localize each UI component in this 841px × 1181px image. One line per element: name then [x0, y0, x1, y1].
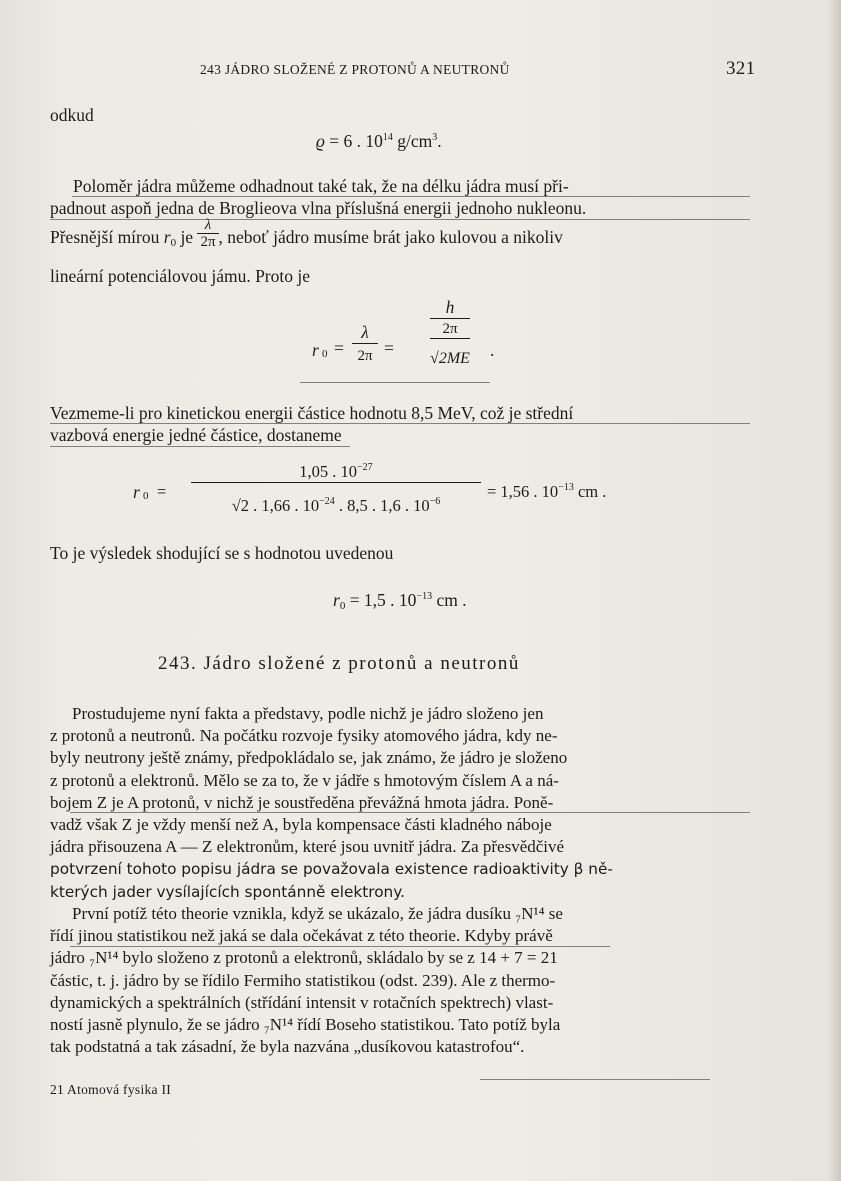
p1-line-3: z protonů a elektronů. Mělo se za to, že v jádře s hmotovým číslem A a ná- [50, 770, 559, 790]
radius-line-3c: , neboť jádro musíme brát jako kulovou a nikoliv [218, 227, 563, 247]
kinetic-line-1: Vezmeme-li pro kinetickou energii částice hodnotu 8,5 MeV, což je střední [50, 403, 574, 423]
section-paragraph-1 [50, 703, 750, 903]
val-r0-exp: −13 [416, 591, 433, 602]
page-footer: 21 Atomová fysika II [50, 1082, 172, 1097]
p1-line-0: Prostudujeme nyní fakta a představy, podle nichž je jádro složeno jen [72, 704, 544, 723]
num-result-value: = 1,56 . 10 [487, 482, 559, 501]
density-symbol: ϱ [316, 131, 325, 151]
num-numerator-exp: −27 [357, 462, 373, 473]
eq-r0-lambda-numerator: λ [352, 322, 378, 344]
density-value: = 6 . 10 [329, 131, 383, 151]
p2-line-4: dynamických a spektrálních (střídání intensit v rotačních spektrech) vlast- [50, 992, 554, 1012]
p2-line-2: jádro ₇N¹⁴ bylo složeno z protonů a elektronů, skládalo by se z 14 + 7 = 21 [50, 948, 558, 968]
pencil-underline [72, 196, 750, 197]
lambda-over-2pi-inline [197, 217, 218, 250]
inline-frac-numerator: λ [197, 217, 218, 234]
text-odkud: odkud [50, 105, 94, 125]
num-result-exp: −13 [558, 482, 574, 493]
p2-line-3: částic, t. j. jádro by se řídilo Fermiho statistikou (odst. 239). Ale z thermo- [50, 970, 556, 990]
p1-line-6: jádra přisouzena A — Z elektronům, které jsou uvnitř jádra. Za přesvědčivé [50, 837, 565, 857]
radius-line-2: padnout aspoň jedna de Broglieova vlna příslušná energii jednoho nukleonu. [50, 198, 587, 218]
pencil-underline [300, 382, 490, 383]
radius-line-3a: Přesnější mírou [50, 227, 164, 247]
num-den-part2: . 8,5 . 1,6 . 10 [334, 496, 430, 515]
eq-r0-sqrt-2me: √2ME [430, 350, 470, 367]
radius-line-1: Poloměr jádra můžeme odhadnout také tak, že na délku jádra musí při- [73, 176, 569, 196]
equation-r0-value [333, 589, 467, 611]
val-r0-value: = 1,5 . 10 [349, 590, 417, 610]
kinetic-line-2: vazbová energie jedné částice, dostaneme [50, 425, 342, 445]
p2-line-5: ností jasně plynulo, že se jádro ₇N¹⁴ řídí Boseho statistikou. Tato potíž byla [50, 1015, 561, 1035]
equation-r0-lambda [312, 297, 495, 384]
inline-frac-denominator: 2π [200, 234, 216, 251]
p1-line-2: byly neutrony ještě známy, předpokládalo se, jak známo, že jádro je složeno [50, 748, 568, 768]
running-head: 243 JÁDRO SLOŽENÉ Z PROTONŮ A NEUTRONŮ [200, 62, 510, 77]
radius-line-3 [50, 217, 563, 251]
num-result-unit: cm . [573, 482, 607, 501]
num-r0-subscript: 0 [143, 490, 149, 502]
pencil-underline [70, 812, 750, 813]
pencil-underline [70, 946, 610, 947]
eq-r0-period: . [490, 340, 495, 360]
num-den-exp1: −24 [319, 496, 335, 507]
p1-sans-line-0: potvrzení tohoto popisu jádra se považovala existence radioaktivity β ně- [50, 860, 613, 879]
pencil-underline [50, 423, 750, 424]
page-edge-shadow [827, 0, 841, 1181]
num-result [487, 482, 606, 502]
pencil-underline [50, 219, 750, 220]
eq-r0-equals-1: = [334, 338, 344, 358]
r0-symbol: r [163, 227, 171, 247]
section-paragraph-2 [50, 903, 750, 1058]
radius-line-3b: je [176, 227, 194, 247]
num-equals: = [157, 482, 167, 501]
num-den-part1: √2 . 1,66 . 10 [231, 496, 320, 515]
page-number: 321 [726, 58, 756, 79]
page-header [200, 58, 841, 82]
density-exponent: 14 [382, 132, 393, 143]
agree-line: To je výsledek shodující se s hodnotou uvedenou [50, 543, 394, 563]
p2-line-6: tak podstatná a tak zásadní, že byla nazvána „dusíkovou katastrofou“. [50, 1037, 525, 1057]
num-numerator-value: 1,05 . 10 [299, 462, 358, 481]
equation-density [316, 130, 442, 152]
p1-sans-line-1: kterých jader vysílajících spontánně elektrony. [50, 882, 405, 901]
num-numerator [191, 462, 481, 483]
num-r0-symbol: r [133, 482, 140, 502]
p2-line-1: řídí jinou statistikou než jaká se dala očekávat z této theorie. Kdyby právě [50, 926, 553, 946]
p2-line-0: První potíž této theorie vznikla, když se ukázalo, že jádra dusíku ₇N¹⁴ se [72, 904, 563, 923]
r0-subscript: 0 [170, 237, 177, 249]
pencil-underline [50, 446, 350, 447]
section-title: 243. Jádro složené z protonů a neutronů [158, 653, 520, 674]
eq-r0-2pi-denominator: 2π [357, 348, 373, 364]
density-unit-exponent: 3 [432, 132, 438, 143]
pencil-underline [480, 1079, 710, 1080]
eq-r0-2pi: 2π [430, 321, 470, 339]
val-r0-unit: cm . [432, 590, 467, 610]
num-denominator [191, 496, 481, 516]
p1-line-4: bojem Z je A protonů, v nichž je soustředěna převážná hmota jádra. Poně- [50, 792, 554, 812]
eq-r0-h: h [430, 297, 470, 319]
val-r0-subscript: 0 [339, 600, 346, 612]
eq-r0-equals-2: = [384, 338, 394, 358]
val-r0-symbol: r [333, 590, 340, 610]
radius-line-4: lineární potenciálovou jámu. Proto je [50, 266, 311, 286]
equation-numeric [133, 462, 673, 522]
p1-line-1: z protonů a neutronů. Na počátku rozvoje fysiky atomového jádra, kdy ne- [50, 726, 558, 746]
density-period: . [437, 131, 442, 151]
eq-r0-subscript: 0 [322, 348, 328, 360]
eq-r0-symbol: r [312, 340, 319, 360]
density-unit: g/cm [392, 131, 433, 151]
p1-line-5: vadž však Z je vždy menší než A, byla kompensace části kladného náboje [50, 815, 552, 835]
num-den-exp2: −6 [429, 496, 441, 507]
